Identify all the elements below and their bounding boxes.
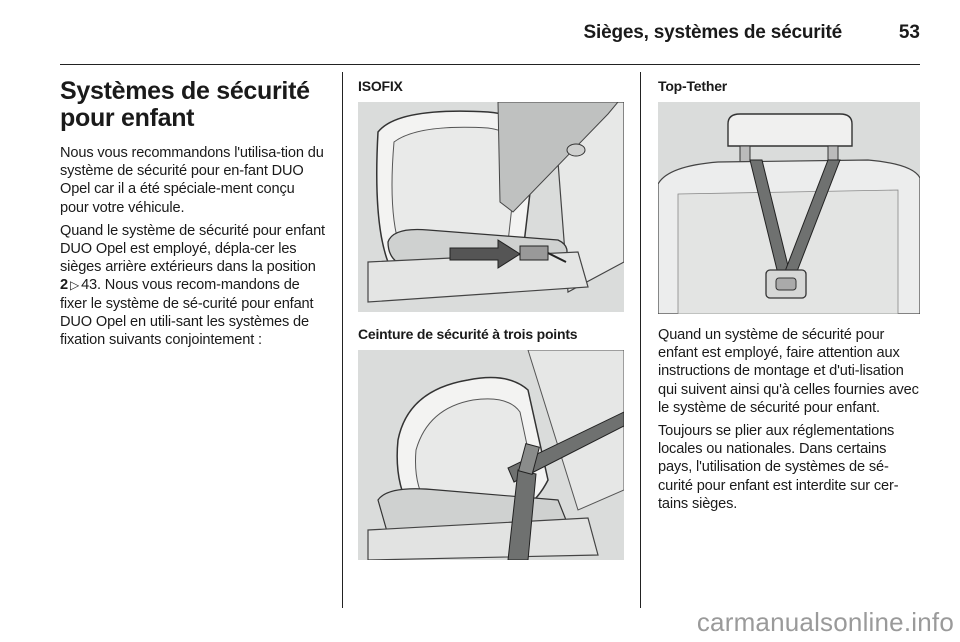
isofix-heading: ISOFIX [358,78,403,94]
column-right [658,78,920,518]
installation-instructions-paragraph: Quand un système de sécurité pour enfant est employé, faire attention aux instructions de montage et d'uti-lisation qui suivent ainsi qu'à celles fournies avec le système de sécurité pour enfant. [658,327,919,416]
chapter-title: Sièges, systèmes de sécurité [583,22,842,43]
page-ref-icon: ▷ [69,278,80,293]
regulations-paragraph: Toujours se plier aux réglementations locales ou nationales. Dans certains pays, l'utilisation de systèmes de sé-curité pour enfant est interdite sur cer-tains sièges. [658,423,899,512]
seat-position-number: 2 [60,277,68,294]
three-point-belt-illustration [358,350,624,560]
page-reference[interactable]: 43 [81,277,97,294]
three-point-belt-heading: Ceinture de sécurité à trois points [358,326,578,342]
duo-position-paragraph [60,222,326,349]
column-divider [640,72,641,608]
site-watermark: carmanualsonline.info [696,607,954,637]
top-tether-heading: Top-Tether [658,78,728,94]
top-tether-drawing [658,102,920,314]
intro-paragraph: Nous vous recommandons l'utilisa-tion du système de sécurité pour en-fant DUO Opel car il a été spéciale-ment conçu pour votre véhicule. [60,145,324,216]
column-left [60,78,326,354]
column-middle [358,78,624,560]
top-tether-illustration [658,102,920,314]
page-header [60,0,920,65]
page-number: 53 [898,22,920,43]
paragraph-text: Quand le système de sécurité pour enfant DUO Opel est employé, dépla-cer les sièges arrière extérieurs dans la position [60,222,325,276]
paragraph-text: . Nous vous recom-mandons de fixer le système de sé-curité pour enfant DUO Opel en utili-sant les systèmes de fixation suivants conjointement : [60,277,314,349]
isofix-illustration [358,102,624,312]
belt-seat-drawing [358,350,624,560]
column-divider [342,72,343,608]
section-title: Systèmes de sécurité pour enfant [60,77,310,132]
isofix-seat-drawing [358,102,624,312]
